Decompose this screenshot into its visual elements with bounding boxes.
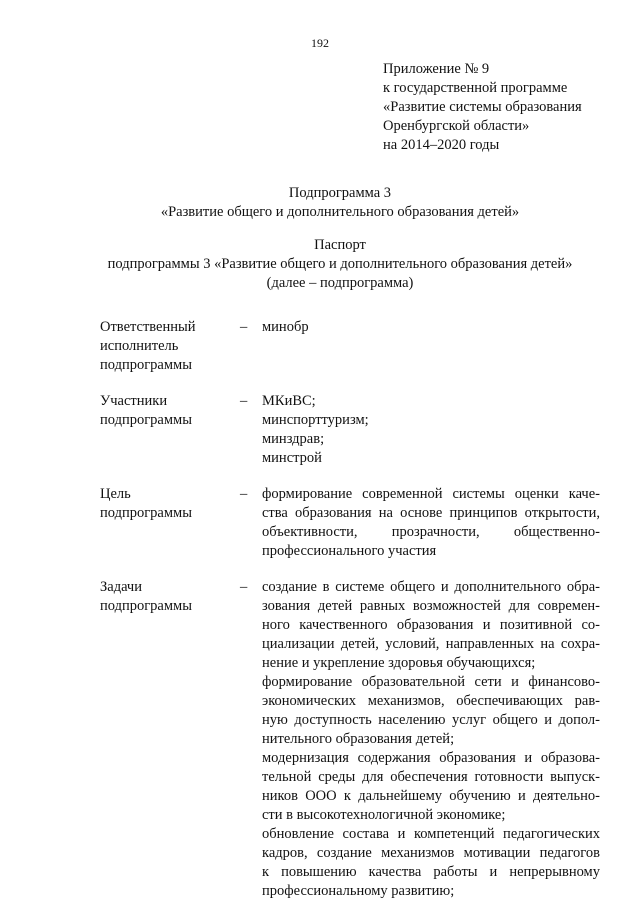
appendix-line: «Развитие системы образования <box>383 99 582 115</box>
row-label-line: исполнитель <box>100 338 179 354</box>
row-value-line: циализации детей, условий, направленных на сохра- <box>262 636 600 652</box>
appendix-header <box>383 60 582 155</box>
passport-title-line: Паспорт <box>314 237 366 253</box>
passport-title-line: (далее – подпрограмма) <box>266 275 414 291</box>
row-value-line: экономических механизмов, обеспечивающих рав- <box>262 693 600 709</box>
row-value-line: ную доступность населению услуг общего и допол- <box>262 712 600 728</box>
row-value-line: минстрой <box>262 450 322 466</box>
passport-table <box>100 318 600 918</box>
row-value-line: формирование образовательной сети и финансово- <box>262 674 600 690</box>
subprogram-title-line: «Развитие общего и дополнительного образования детей» <box>160 204 520 220</box>
row-dash: – <box>240 393 248 409</box>
appendix-line: Оренбургской области» <box>383 118 530 134</box>
row-label-line: подпрограммы <box>100 505 192 521</box>
row-label-line: подпрограммы <box>100 357 192 373</box>
passport-row <box>100 392 600 468</box>
row-value-line: создание в системе общего и дополнительного обра- <box>262 579 600 595</box>
row-value <box>262 318 600 375</box>
row-value <box>262 578 600 901</box>
passport-title-line: подпрограммы 3 «Развитие общего и дополнительного образования детей» <box>107 256 573 272</box>
page-number: 192 <box>311 36 329 50</box>
subprogram-title-line: Подпрограмма 3 <box>288 185 392 201</box>
row-value-line: формирование современной системы оценки каче- <box>262 486 600 502</box>
row-label-line: подпрограммы <box>100 412 192 428</box>
row-value-line: МКиВС; <box>262 393 316 409</box>
passport-row <box>100 578 600 901</box>
passport-row <box>100 485 600 561</box>
row-value-line: ного качественного образования и позитивной со- <box>262 617 600 633</box>
subprogram-title <box>0 184 640 222</box>
appendix-line: на 2014–2020 годы <box>383 137 500 153</box>
row-value-line: к повышению качества работы и непрерывному <box>262 864 600 880</box>
row-label-line: подпрограммы <box>100 598 192 614</box>
row-label-line: Задачи <box>100 579 142 595</box>
row-label <box>100 318 240 375</box>
appendix-line: Приложение № 9 <box>383 61 490 77</box>
row-value-line: тельной среды для обеспечения готовности выпуск- <box>262 769 600 785</box>
row-label <box>100 392 240 468</box>
row-value-line: нительного образования детей; <box>262 731 455 747</box>
row-value-line: нение и укрепление здоровья обучающихся; <box>262 655 536 671</box>
row-label-line: Ответственный <box>100 319 196 335</box>
row-value <box>262 392 600 468</box>
row-value-line: профессиональному развитию; <box>262 883 455 899</box>
row-value-line: минздрав; <box>262 431 325 447</box>
row-value-line: ников ООО к дальнейшему обучению и деятельно- <box>262 788 600 804</box>
row-dash: – <box>240 579 248 595</box>
row-value-line: кадров, создание механизмов мотивации педагогов <box>262 845 600 861</box>
row-value-line: минобр <box>262 319 309 335</box>
row-label <box>100 485 240 561</box>
row-value-line: зования детей равных возможностей для современ- <box>262 598 600 614</box>
row-label-line: Участники <box>100 393 168 409</box>
row-label <box>100 578 240 901</box>
row-value-line: сти в высокотехнологичной экономике; <box>262 807 506 823</box>
appendix-line: к государственной программе <box>383 80 568 96</box>
row-value-line: объективности, прозрачности, общественно- <box>262 524 600 540</box>
row-value-line: обновление состава и компетенций педагогических <box>262 826 600 842</box>
row-value-line: модернизация содержания образования и образова- <box>262 750 600 766</box>
passport-row <box>100 318 600 375</box>
row-value <box>262 485 600 561</box>
passport-title <box>0 236 640 293</box>
row-dash: – <box>240 319 248 335</box>
row-value-line: ства образования на основе принципов открытости, <box>262 505 600 521</box>
row-label-line: Цель <box>100 486 131 502</box>
row-value-line: профессионального участия <box>262 543 437 559</box>
row-dash: – <box>240 486 248 502</box>
row-value-line: минспорттуризм; <box>262 412 369 428</box>
